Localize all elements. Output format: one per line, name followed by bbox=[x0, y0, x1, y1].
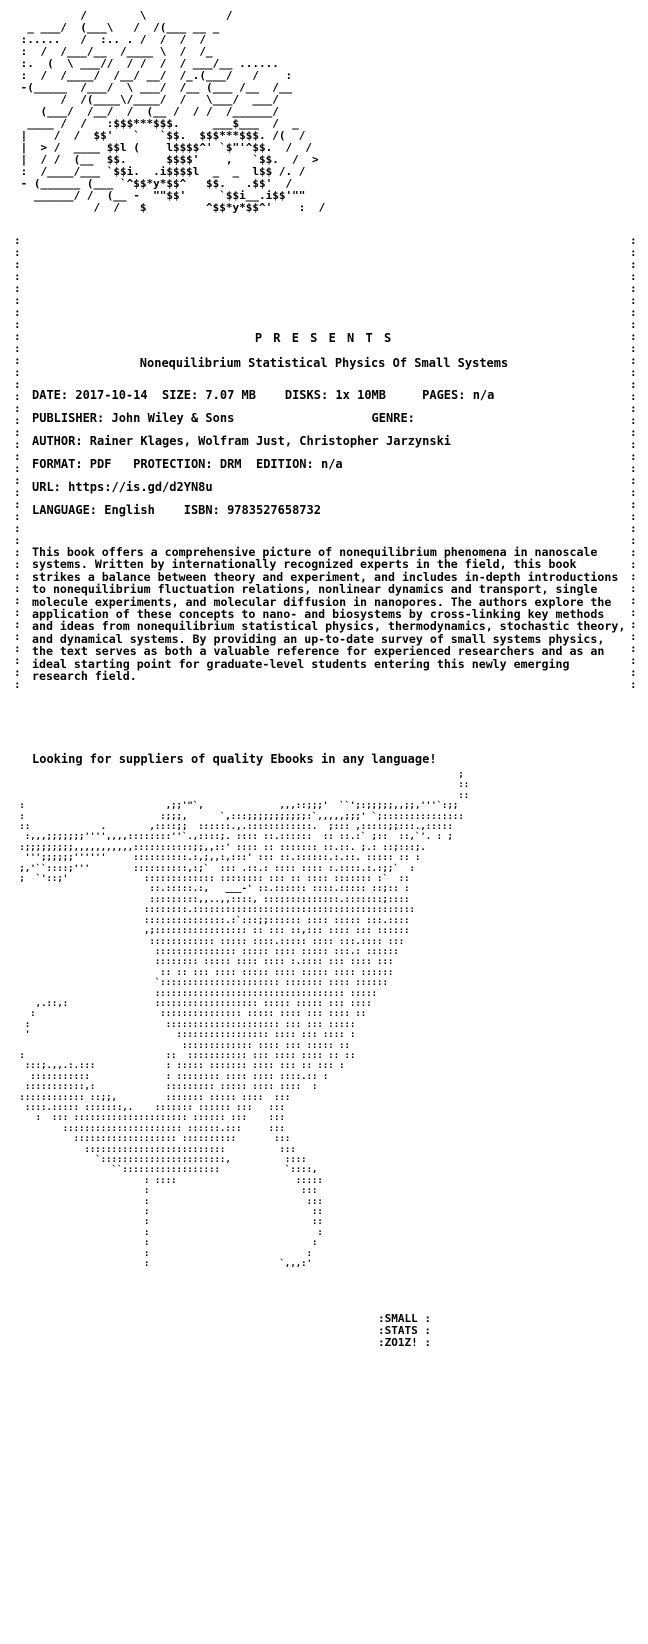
header-ascii-art: / \ / _ ___/ (___\ / /(___ __ _ :..... / :.. . / / / / : / /___/__ /____ \ / /_ :. ( \ ___// / / / / ___/__ ...... : / /____/ /__/ __/ /_.(___/ / : -(_____ /___/ \ ___/ /__ (___ /__ /__ / /(____\/____/ / \___/ ___/ (___/ /__/ / (__ / / / /______/ ____ / / :$$$***$$$. ___$___ / _ | / / $$' ` `$$. $$$***$$$. /( / | > / ____ $$l ( l$$$$^' `$"'^$$. / / | / / (__ $$. $$$$' , `$$. / > : /____/___ `$$i. .i$$$$l _ _ l$$ /. / - (______ (___ `^$$*y*$$^ $$. .$$' / ______/ / (__ - ""$$' `$$i__.i$$'"" / / $ ^$$*y*$$^' : / bbox=[20, 9, 326, 214]
book-description: This book offers a comprehensive picture of nonequilibrium phenomena in nanoscale systems. Written by internationally recognized experts in the field, this book strikes a balance between theory and experiment, and includes in-depth introductions to nonequilibrium fluctuation relations, nonlinear dynamics and transport, single molecule experiments, and molecular diffusion in nanopores. The authors explore the application of these concepts to nano- and biosystems by cross-linking key methods and ideas from nonequilibrium statistical physics, thermodynamics, stochastic theory, and dynamical systems. By providing an up-to-date survey of small systems physics, the text serves as both a valuable reference for experienced researchers and as an ideal starting point for graduate-level students entering this newly emerging research field. bbox=[32, 545, 626, 684]
left-frame-border: : : : : : : : : : : : : : : : : : : : : : : : : : : : : : : : : : : : : : : bbox=[14, 234, 21, 691]
right-frame-border: : : : : : : : : : : : : : : : : : : : : : : : : : : : : : : : : : : : : : : bbox=[630, 234, 637, 691]
info-format-protection-edition: FORMAT: PDF PROTECTION: DRM EDITION: n/a bbox=[32, 457, 343, 471]
footer-tagline: Looking for suppliers of quality Ebooks in any language! bbox=[32, 752, 437, 766]
release-stamp: :SMALL : :STATS : :ZO1Z! : bbox=[378, 1312, 431, 1349]
book-title: Nonequilibrium Statistical Physics Of Small Systems bbox=[139, 356, 509, 370]
info-publisher-genre: PUBLISHER: John Wiley & Sons GENRE: bbox=[32, 411, 415, 425]
footer-ascii-art: ; :: :: : ,;;'"`, ,,,::;;;' ``';:;;;;;,,;;,'''`:;; : :;;;, `,:::;;;;;;;;;;;:`,,,,,;;;' `;::::::::::::::: :: . ,::::;; ::::::.,.::::::::::::. ;::: ,:::::;;:::.,::::: :,,,;;;;;;;'''',,,,::::::::''`.,::::;. :::: ::.:::::: :: ::.:` ;:: ::,`'. : ; :;;;;;;;;;,,,,,,,,,,,:::::::::::;;,,::' :::: :: ::::::: ::.::. ;.: ::;:::;. ''';;;;;;'''''' ::::::::::.:,;,,:,:::' ::: ::.::::::.:.::. ::::: :: : ;,'``::::;''' ::::::::::,:;` ::: .::.: :::: :::: :.::::.:.:;;` : ; `'::;' ::::::::::::: :::::::: ::: :: :::: ::::::: :` :: ::.:::::.:, ___-' ::.:::::: ::::.::::: ::;:: : :::::::::,,..,,::::, ::::::::::::::.:::::::;:::: ::::::::.::::::::::::::::::::::::::::::::::::::::: :::::::::::::::.:`:::;;:::::: :::: ::::: :::.:::: ,;::::::::::::::::: :: ::: ::,::: :::: ::: :::::: :::::::::::: ::::: ::::.::::: :::: :::.:::: ::: ::::::::::::::: ::::: :::: ::::: :::.: :::::: :::::::: ::::: :::: :::: :.:::: ::: :::: ::: :: :: ::: :::: ::::: :::: ::::: :::: :::::: `:::::::::::::::::::::: ::::::: :::: :::::: ::::::::::::::::::::::::::::::::::: ::::: ,.::,: ::::::::::::::::::: ::::: ::::: ::: :::: : ::::::::::::::: ::::: :::: ::: :::: :: : ::::::::::::::::::::: ::: ::: ::::: ' ::::::::::::::::: :::: ::: :::: : ::::::::::::: :::: ::: ::::: :: : :: ::::::::::: ::: :::: :::: :: :: :::;.,,.:.::: : ::::: ::::::: :::: ::: :: ::: : ::::::::::: : :::::::: :::: :::: ::::.:: : :::::::::::,: ::::::::: ::::: :::: :::: : :::::::::::: ::;;, ::::::: ::::: :::: ::: ::::.::::: :::::::,. ::::::: :::::: ::: ::: : ::: ::::::::::::::::::::: :::::: ::: ::: :::::::::::::::::::::: ::::::.::: ::: ::::::::::::::::::: :::::::::: ::: :::::::::::::::::::::::::: ::: `:::::::::::::::::::::::, :::: ``:::::::::::::::::: `::::, : :::: ::::: : ::: : ::: : :: : :: : : : : : : : `,,,:' bbox=[19, 770, 470, 1270]
info-date-size-disks-pages: DATE: 2017-10-14 SIZE: 7.07 MB DISKS: 1x 10MB PAGES: n/a bbox=[32, 388, 495, 402]
presents-label: P R E S E N T S bbox=[254, 331, 394, 345]
info-author: AUTHOR: Rainer Klages, Wolfram Just, Christopher Jarzynski bbox=[32, 434, 452, 448]
info-url[interactable]: URL: https://is.gd/d2YN8u bbox=[32, 480, 213, 494]
info-language-isbn: LANGUAGE: English ISBN: 9783527658732 bbox=[32, 503, 321, 517]
